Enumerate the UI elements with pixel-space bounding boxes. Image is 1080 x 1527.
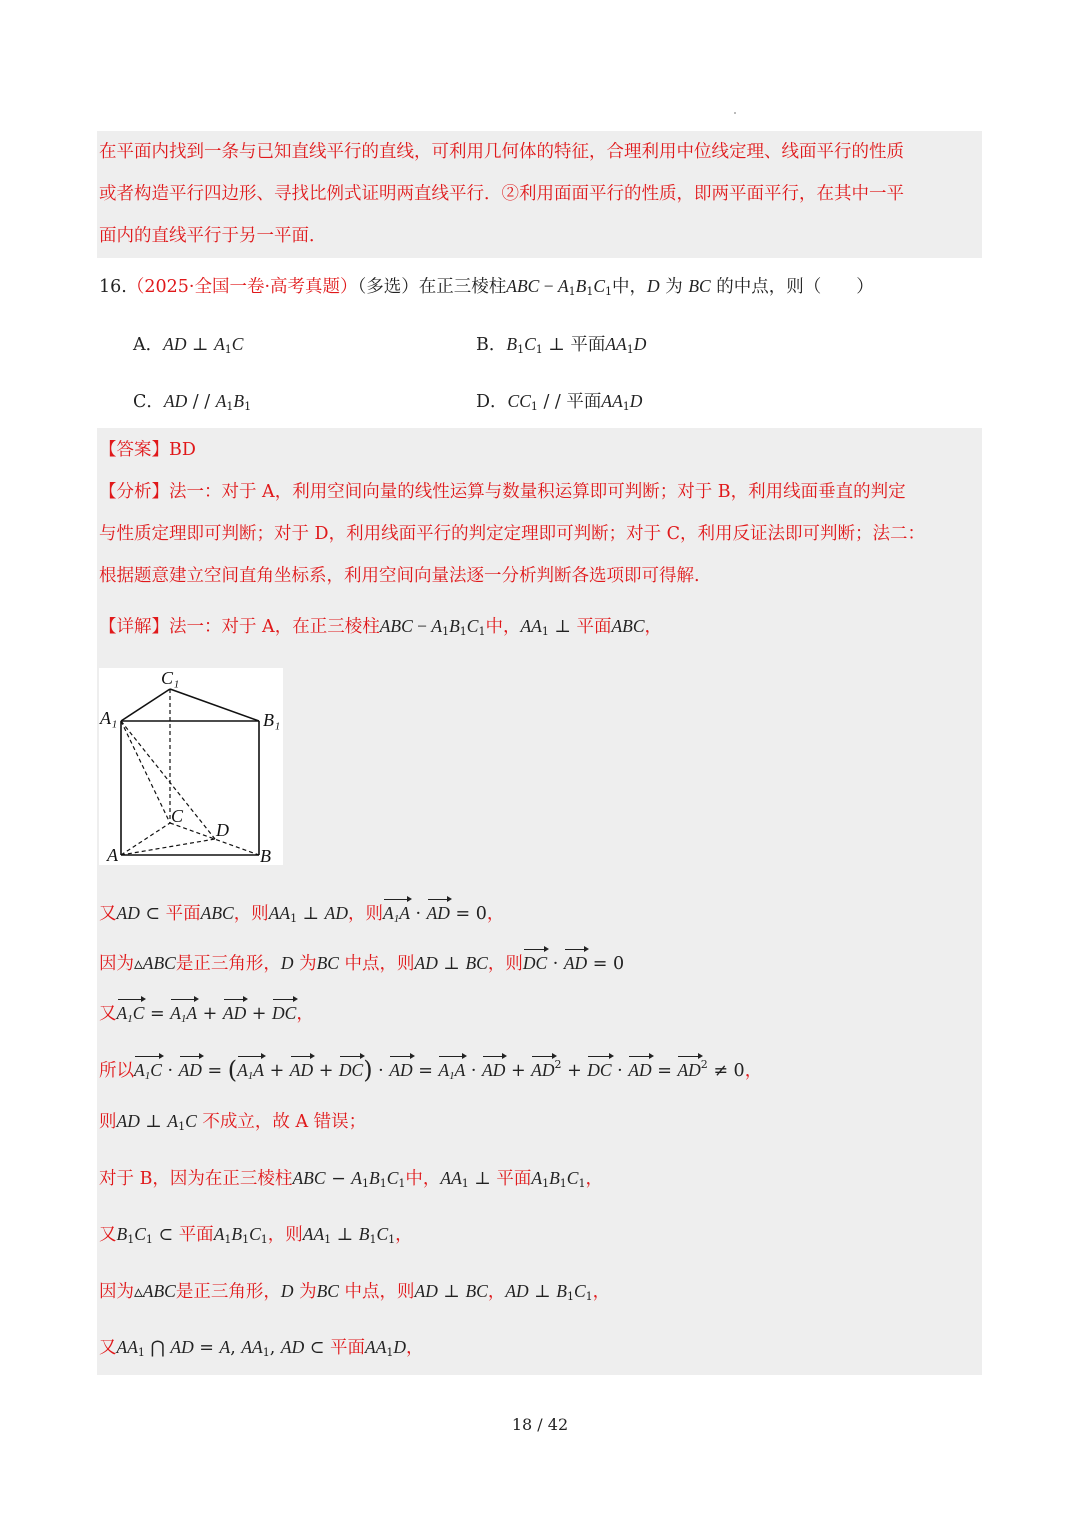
label-d: D bbox=[216, 820, 229, 840]
intro-line-1: 在平面内找到一条与已知直线平行的直线，可利用几何体的特征，合理利用中位线定理、线面平行的性质 bbox=[99, 142, 904, 162]
question-stem: 16.（2025·全国一卷·高考真题）（多选）在正三棱柱ABC − $A_1B_1C_1$中，D 为 BC 的中点，则（ ） bbox=[99, 276, 874, 298]
step-5: 则AD ⊥ $A_1C$ 不成立，故 A 错误； bbox=[99, 1111, 367, 1133]
analysis-line-3: 根据题意建立空间直角坐标系，利用空间向量法逐一分析判断各选项即可得解. bbox=[99, 566, 700, 586]
page-number: 18 / 42 bbox=[511, 1415, 569, 1434]
intro-line-2: 或者构造平行四边形、寻找比例式证明两直线平行．②利用面面平行的性质，即两平面平行，在其中一平 bbox=[99, 184, 904, 204]
option-c: C．AD / / $A_1B_1$ bbox=[133, 391, 252, 413]
step-2: 因为▵ABC是正三角形，D 为BC 中点，则AD ⊥ BC，则DC · AD = 0 bbox=[99, 947, 624, 976]
option-d: D．$CC_1$ / / 平面$AA_1D$ bbox=[476, 391, 643, 413]
edge-a1c bbox=[121, 721, 170, 823]
edge-c1b1 bbox=[170, 689, 259, 721]
step-7: 又$B_1C_1$ ⊂ 平面$A_1B_1C_1$，则$AA_1$ ⊥ $B_1C_1$， bbox=[99, 1224, 413, 1246]
step-1: 又AD ⊂ 平面ABC，则$AA_1$ ⊥ AD，则$A_1A$ · AD = 0， bbox=[99, 897, 504, 931]
step-4: 所以$A_1C$ · AD = ($A_1A$ + AD + DC) · AD = $A_1A$ · AD + $AD^2$ + DC · AD = $AD^2 \ne 0$， bbox=[99, 1053, 762, 1088]
question-source: （2025·全国一卷·高考真题） bbox=[126, 277, 358, 297]
edge-a1d bbox=[121, 721, 215, 839]
detail-line: 【详解】法一：对于 A，在正三棱柱ABC − $A_1B_1C_1$中，$AA_1$ ⊥ 平面ABC， bbox=[99, 616, 663, 638]
edge-ac bbox=[121, 823, 170, 855]
edge-ad bbox=[121, 839, 215, 855]
step-3: 又$A_1C = A_1A$ + AD + DC， bbox=[99, 997, 314, 1031]
label-b1: B₁ bbox=[263, 710, 281, 730]
step-9: 又$AA_1$ ⋂ AD = A, $AA_1$, AD ⊂ 平面$AA_1D$， bbox=[99, 1337, 424, 1359]
scan-dot bbox=[734, 112, 736, 114]
label-a1: A₁ bbox=[100, 708, 118, 728]
question-type: （多选） bbox=[357, 277, 419, 297]
option-a: A．AD ⊥ $A_1C$ bbox=[133, 334, 244, 356]
answer-line: 【答案】BD bbox=[99, 440, 196, 460]
option-b: B．$B_1C_1$ ⊥ 平面$AA_1D$ bbox=[476, 334, 647, 356]
edge-a1c1 bbox=[121, 689, 170, 721]
label-a: A bbox=[107, 845, 118, 865]
question-number: 16. bbox=[99, 277, 127, 297]
step-8: 因为▵ABC是正三角形，D 为BC 中点，则AD ⊥ BC，AD ⊥ $B_1C_1$， bbox=[99, 1281, 611, 1303]
prism-figure bbox=[99, 668, 283, 865]
intro-line-3: 面内的直线平行于另一平面． bbox=[99, 226, 327, 246]
analysis-line-1: 【分析】法一：对于 A，利用空间向量的线性运算与数量积运算即可判断；对于 B，利用线面垂直的判定 bbox=[99, 482, 906, 502]
answer-value: BD bbox=[169, 440, 196, 460]
label-c: C bbox=[171, 806, 184, 826]
step-6: 对于 B，因为在正三棱柱ABC − $A_1B_1C_1$中，$AA_1$ ⊥ 平面$A_1B_1C_1$， bbox=[99, 1168, 603, 1190]
label-c1: C₁ bbox=[161, 668, 180, 688]
prism-diagram bbox=[99, 668, 283, 865]
analysis-line-2: 与性质定理即可判断；对于 D，利用线面平行的判定定理即可判断；对于 C，利用反证法即可判断；法二： bbox=[99, 524, 926, 544]
label-b: B bbox=[260, 846, 271, 865]
